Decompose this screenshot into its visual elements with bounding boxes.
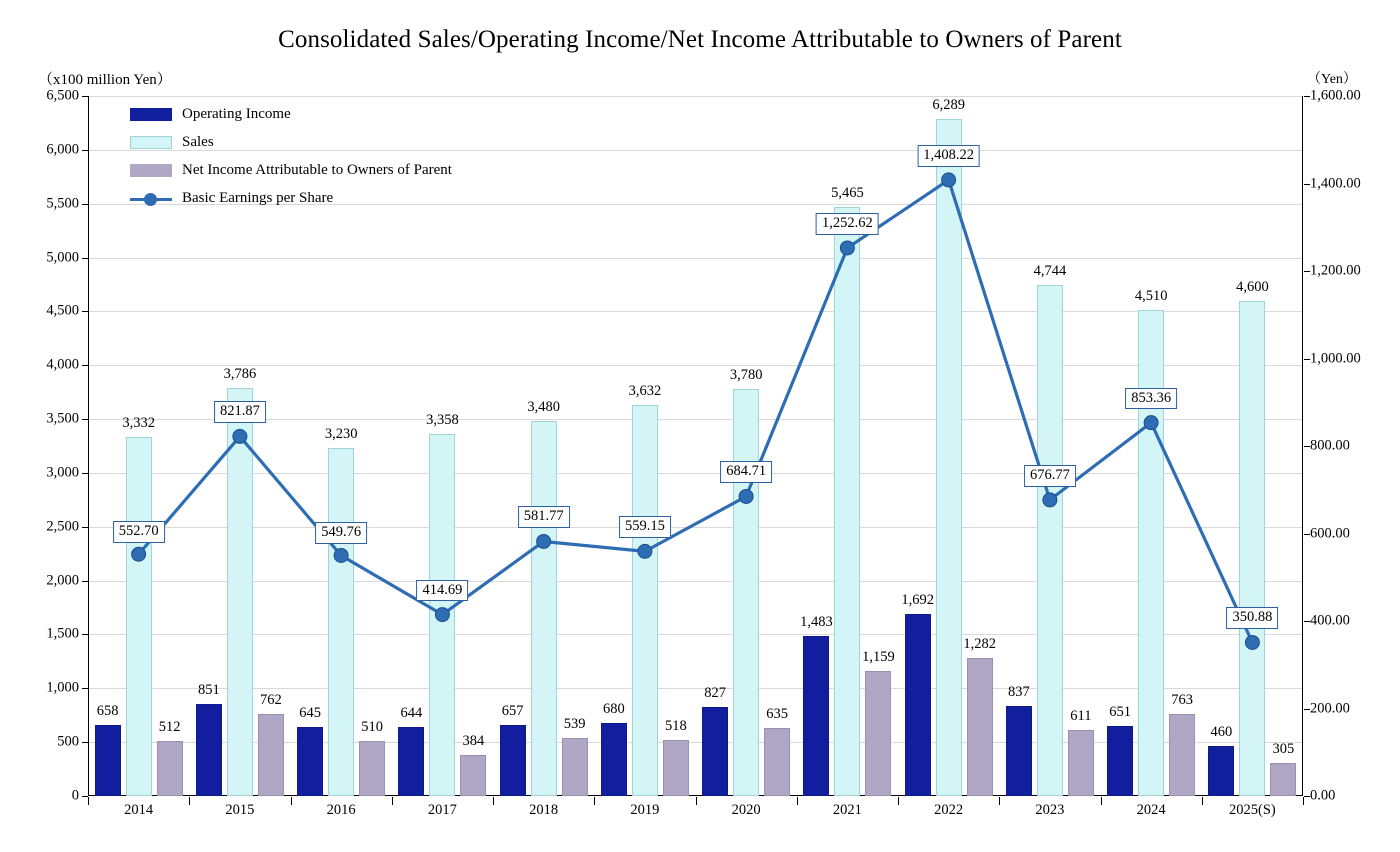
bar-label-operating-income: 837: [1008, 683, 1030, 700]
secondary-y-axis-tick-label: 1,200.00: [1310, 262, 1361, 279]
eps-data-point: [638, 544, 652, 558]
bar-label-sales: 3,480: [527, 399, 560, 416]
eps-data-point: [1245, 635, 1259, 649]
bar-label-net-income: 1,282: [963, 635, 996, 652]
y-axis-tick-label: 4,500: [46, 302, 79, 319]
bar-label-operating-income: 460: [1210, 724, 1233, 741]
secondary-y-axis-tick-label: 200.00: [1310, 700, 1350, 716]
x-axis-tick-label: 2022: [934, 802, 964, 818]
x-axis-tick-mark: [392, 797, 393, 805]
bar-label-operating-income: 644: [400, 704, 423, 721]
eps-data-label: 1,408.22: [917, 145, 980, 167]
x-axis-tick-label: 2014: [124, 802, 154, 818]
legend-item-eps: [130, 184, 452, 212]
bar-label-net-income: 510: [361, 719, 383, 736]
x-axis-tick-mark: [594, 797, 595, 805]
x-axis-tick-label: 2021: [832, 802, 862, 818]
x-axis-tick-mark: [88, 797, 89, 805]
bar-label-net-income: 384: [462, 732, 485, 749]
x-axis-tick-label: 2023: [1035, 802, 1065, 818]
y-axis-tick-label: 3,500: [46, 410, 79, 427]
bar-label-net-income: 635: [766, 705, 788, 722]
legend-swatch-sales: [130, 136, 172, 149]
bar-label-net-income: 611: [1070, 708, 1092, 725]
eps-data-label: 559.15: [619, 516, 671, 538]
eps-data-label: 684.71: [720, 461, 772, 483]
secondary-y-axis-tick-mark: [1304, 621, 1310, 622]
bar-label-sales: 5,465: [831, 185, 864, 202]
x-axis-tick-label: 2020: [731, 802, 761, 818]
legend-label-operating-income: Operating Income: [182, 105, 291, 122]
legend-item-operating-income: [130, 100, 452, 128]
secondary-y-axis-tick-mark: [1304, 184, 1310, 185]
legend: [130, 100, 452, 212]
bar-label-sales: 4,510: [1134, 288, 1168, 305]
x-axis-tick-mark: [696, 797, 697, 805]
eps-data-point: [132, 547, 146, 561]
secondary-y-axis-tick-mark: [1304, 96, 1310, 97]
secondary-y-axis-tick-label: 800.00: [1310, 437, 1350, 454]
eps-data-label: 676.77: [1024, 465, 1076, 487]
bar-label-net-income: 512: [158, 718, 181, 735]
bar-label-sales: 3,230: [324, 426, 358, 443]
x-axis-tick-label: 2024: [1136, 802, 1166, 818]
eps-data-point: [537, 534, 551, 548]
x-axis-tick-label: 2019: [630, 802, 660, 818]
bar-label-operating-income: 827: [704, 684, 726, 701]
chart-title: Consolidated Sales/Operating Income/Net Income Attributable to Owners of Parent: [278, 26, 1122, 53]
bar-label-net-income: 763: [1171, 691, 1193, 708]
eps-data-point: [233, 429, 247, 443]
bar-label-operating-income: 851: [198, 682, 220, 699]
x-axis-tick-mark: [797, 797, 798, 805]
legend-swatch-operating-income: [130, 108, 172, 121]
y-axis-tick-label: 0: [71, 787, 79, 804]
legend-label-sales: Sales: [182, 133, 214, 150]
y-axis-tick-label: 5,500: [46, 195, 79, 212]
bar-label-operating-income: 657: [501, 703, 524, 720]
bar-label-sales: 3,786: [223, 366, 257, 383]
legend-swatch-net-income: [130, 164, 172, 177]
eps-line: [139, 180, 1253, 643]
x-axis-tick-mark: [189, 797, 190, 805]
x-axis-tick-mark: [493, 797, 494, 805]
x-axis-tick-label: 2017: [427, 802, 457, 818]
secondary-y-axis-tick-mark: [1304, 359, 1310, 360]
bar-label-operating-income: 1,483: [800, 614, 833, 631]
legend-label-eps: Basic Earnings per Share: [182, 189, 334, 206]
y-axis-tick-label: 5,000: [46, 249, 79, 266]
secondary-y-axis-tick-label: 0.00: [1310, 787, 1336, 804]
bar-label-operating-income: 680: [603, 700, 625, 717]
x-axis-tick-mark: [1101, 797, 1102, 805]
y-axis-tick-label: 2,000: [46, 572, 79, 589]
eps-data-label: 821.87: [214, 401, 266, 423]
bar-label-operating-income: 645: [299, 704, 321, 721]
x-axis-tick-mark: [1303, 797, 1304, 805]
eps-data-point: [942, 173, 956, 187]
bar-label-net-income: 305: [1272, 741, 1295, 758]
eps-data-label: 853.36: [1125, 388, 1177, 410]
x-axis-tick-label: 2025(S): [1229, 802, 1276, 818]
secondary-y-axis-tick-label: 400.00: [1310, 612, 1350, 629]
eps-data-label: 552.70: [113, 521, 165, 543]
secondary-y-axis-tick-mark: [1304, 709, 1310, 710]
y-axis-tick-label: 500: [57, 733, 79, 750]
bar-label-net-income: 539: [563, 715, 586, 732]
eps-data-label: 1,252.62: [816, 213, 879, 235]
bar-label-operating-income: 658: [96, 703, 119, 720]
bar-label-operating-income: 651: [1109, 703, 1131, 720]
bar-label-sales: 4,600: [1236, 278, 1269, 295]
legend-item-net-income: [130, 156, 452, 184]
bar-label-sales: 6,289: [932, 96, 965, 113]
x-axis-tick-mark: [999, 797, 1000, 805]
eps-data-point: [334, 548, 348, 562]
secondary-y-axis-tick-mark: [1304, 446, 1310, 447]
bar-label-sales: 3,332: [122, 415, 155, 432]
bar-label-sales: 3,780: [729, 366, 763, 383]
legend-swatch-eps: [130, 192, 172, 205]
left-axis-unit-label: （x100 million Yen）: [38, 72, 172, 88]
eps-data-label: 350.88: [1226, 607, 1278, 629]
y-axis-tick-label: 4,000: [46, 356, 79, 373]
y-axis-tick-label: 6,000: [46, 141, 79, 158]
secondary-y-axis-tick-mark: [1304, 271, 1310, 272]
eps-data-label: 549.76: [315, 522, 367, 544]
y-axis-tick-label: 1,500: [46, 625, 79, 642]
eps-data-label: 414.69: [416, 580, 468, 602]
x-axis-tick-mark: [291, 797, 292, 805]
y-axis-tick-label: 3,000: [46, 464, 79, 481]
eps-data-point: [1043, 493, 1057, 507]
bar-label-net-income: 762: [260, 691, 282, 708]
x-axis-tick-label: 2018: [529, 802, 559, 818]
secondary-y-axis-tick-label: 1,000.00: [1310, 350, 1361, 366]
y-axis-tick-label: 2,500: [46, 518, 79, 535]
legend-item-sales: [130, 128, 452, 156]
x-axis-tick-mark: [898, 797, 899, 805]
bar-label-sales: 3,632: [628, 382, 662, 399]
bar-label-operating-income: 1,692: [901, 591, 934, 608]
right-axis-unit-label: （Yen）: [1307, 72, 1357, 87]
x-axis-tick-mark: [1202, 797, 1203, 805]
x-axis-tick-label: 2015: [225, 802, 255, 818]
secondary-y-axis-tick-label: 600.00: [1310, 525, 1350, 541]
eps-data-point: [840, 241, 854, 255]
bar-label-sales: 3,358: [426, 412, 459, 429]
secondary-y-axis-tick-mark: [1304, 534, 1310, 535]
y-axis-tick-label: 6,500: [46, 87, 79, 104]
x-axis-tick-label: 2016: [326, 802, 356, 818]
bar-label-sales: 4,744: [1033, 263, 1067, 280]
eps-data-point: [1144, 416, 1158, 430]
secondary-y-axis-tick-mark: [1304, 796, 1310, 797]
bar-label-net-income: 1,159: [862, 649, 895, 666]
eps-data-label: 581.77: [518, 506, 570, 528]
eps-data-point: [739, 489, 753, 503]
secondary-y-axis-tick-label: 1,400.00: [1310, 175, 1361, 191]
eps-data-point: [435, 608, 449, 622]
y-axis-tick-label: 1,000: [46, 679, 79, 696]
secondary-y-axis-tick-label: 1,600.00: [1310, 87, 1361, 104]
bar-label-net-income: 518: [665, 718, 687, 735]
legend-label-net-income: Net Income Attributable to Owners of Parent: [182, 161, 452, 178]
